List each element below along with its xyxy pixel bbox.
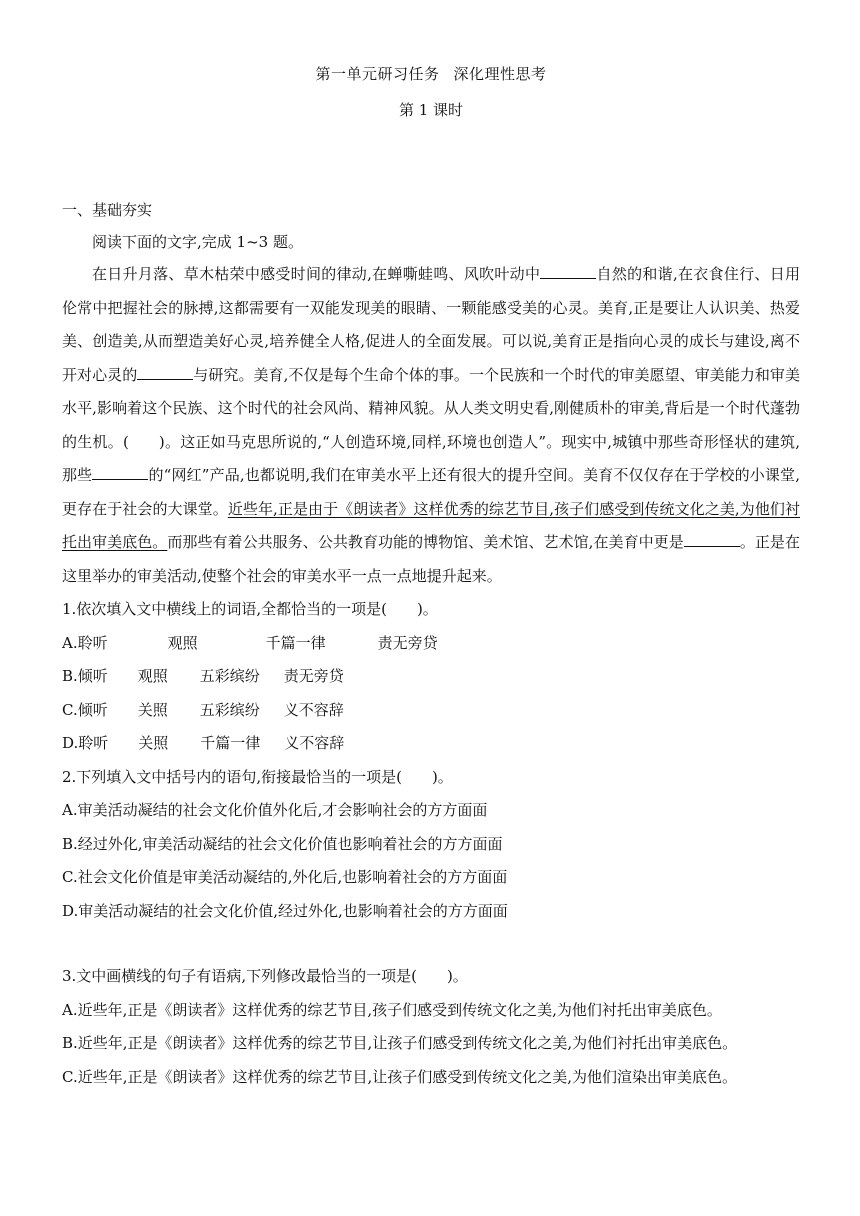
question-1-stem [62, 593, 800, 627]
question-3-stem [62, 960, 800, 994]
page-subtitle: 第 1 课时 [398, 101, 464, 119]
fill-blank-1 [540, 264, 596, 279]
option-word: 关照 [137, 700, 168, 719]
question-2-option-a: A.审美活动凝结的社会文化价值外化后,才会影响社会的方方面面 [62, 801, 488, 819]
option-word: 五彩缤纷 [199, 667, 260, 685]
question-2-option-b: B.经过外化,审美活动凝结的社会文化价值也影响着社会的方方面面 [62, 834, 503, 853]
question-1-text: 1.依次填入文中横线上的词语,全都恰当的一项是( [62, 600, 387, 618]
passage-text-5: 的“网红”产品,也都说明,我们在审美水平上还有很大的提升空间。美育不仅仅存在于学校的小课堂,更存在于社会的大课堂。 [62, 466, 800, 518]
option-label: B. [62, 667, 78, 685]
option-word: 千篇一律 [265, 633, 326, 652]
document-page [62, 64, 800, 1094]
option-word: 义不容辞 [283, 700, 344, 719]
question-2-stem-end: )。 [431, 767, 453, 786]
option-word: 责无旁贷 [377, 633, 438, 652]
option-word: 关照 [138, 734, 169, 752]
fill-blank-2 [137, 365, 193, 380]
question-1-option-b [62, 660, 800, 694]
passage-text-7: 。正是在这里举办的审美活动,使整个社会的审美水平一点一点地提升起来。 [62, 533, 800, 585]
page-title [62, 64, 800, 84]
option-word: 责无旁贷 [283, 667, 344, 685]
option-word: 观照 [167, 633, 198, 652]
underlined-sentence: 近些年,正是由于《朗读者》这样优秀的综艺节目,孩子们感受到传统文化之美,为他们衬托出审美底色。 [62, 499, 800, 551]
reading-instruction: 阅读下面的文字,完成 1~3 题。 [92, 233, 303, 251]
passage-text-1: 在日升月落、草木枯荣中感受时间的律动,在蝉嘶蛙鸣、风吹叶动中 [92, 265, 541, 283]
question-1-option-d [62, 727, 800, 761]
question-1-option-c [62, 694, 800, 728]
section-heading: 一、基础夯实 [62, 201, 153, 219]
option-word: 倾听 [77, 667, 108, 685]
fill-blank-4 [684, 532, 740, 547]
question-3-option-c: C.近些年,正是《朗读者》这样优秀的综艺节目,让孩子们感受到传统文化之美,为他们渲染出审美底色。 [62, 1067, 738, 1086]
passage-text-4: )。这正如马克思所说的,“人创造环境,同样,环境也创造人”。现实中,城镇中那些奇形怪状的建筑,那些 [62, 432, 800, 484]
question-3-option-a: A.近些年,正是《朗读者》这样优秀的综艺节目,孩子们感受到传统文化之美,为他们衬托出审美底色。 [62, 1000, 722, 1019]
question-2-option-d: D.审美活动凝结的社会文化价值,经过外化,也影响着社会的方方面面 [62, 901, 508, 920]
passage-text-6: 而那些有着公共服务、公共教育功能的博物馆、美术馆、艺术馆,在美育中更是 [167, 533, 684, 551]
question-1-option-a [62, 627, 800, 661]
question-1-stem-end: )。 [416, 600, 438, 618]
reading-passage [62, 258, 800, 593]
question-3-text: 3.文中画横线的句子有语病,下列修改最恰当的一项是( [62, 967, 417, 985]
option-label: A. [62, 633, 78, 652]
question-2-stem [62, 761, 800, 795]
option-word: 聆听 [78, 734, 109, 752]
question-3-stem-end: )。 [446, 967, 468, 985]
passage-text-3: 与研究。美育,不仅是每个生命个体的事。一个民族和一个时代的审美愿望、审美能力和审美水平,影响着这个民族、这个时代的社会风尚、精神风貌。从人类文明史看,刚健质朴的审美,背后是一个时代蓬勃的生机。( [62, 365, 800, 451]
passage-text-2: 自然的和谐,在衣食住行、日用伦常中把握社会的脉搏,这都需要有一双能发现美的眼睛、一颗能感受美的心灵。美育,正是要让人认识美、热爱美、创造美,从而塑造美好心灵,培养健全人格,促进人的全面发展。可以说,美育正是指向心灵的成长与建设,离不开对心灵的 [62, 265, 800, 384]
title-part-1: 第一单元研习任务 [315, 65, 440, 83]
option-word: 五彩缤纷 [199, 700, 260, 719]
option-word: 千篇一律 [200, 734, 261, 752]
option-word: 倾听 [77, 700, 108, 719]
question-2-text: 2.下列填入文中括号内的语句,衔接最恰当的一项是( [62, 767, 402, 786]
fill-blank-3 [92, 465, 148, 480]
question-3-option-b: B.近些年,正是《朗读者》这样优秀的综艺节目,让孩子们感受到传统文化之美,为他们衬托出审美底色。 [62, 1034, 738, 1052]
option-word: 观照 [137, 667, 168, 685]
title-part-2: 深化理性思考 [453, 65, 547, 83]
question-2-option-c: C.社会文化价值是审美活动凝结的,外化后,也影响着社会的方方面面 [62, 868, 508, 886]
option-word: 聆听 [77, 633, 108, 652]
option-label: C. [62, 700, 78, 719]
option-word: 义不容辞 [284, 734, 345, 752]
option-label: D. [62, 734, 79, 752]
